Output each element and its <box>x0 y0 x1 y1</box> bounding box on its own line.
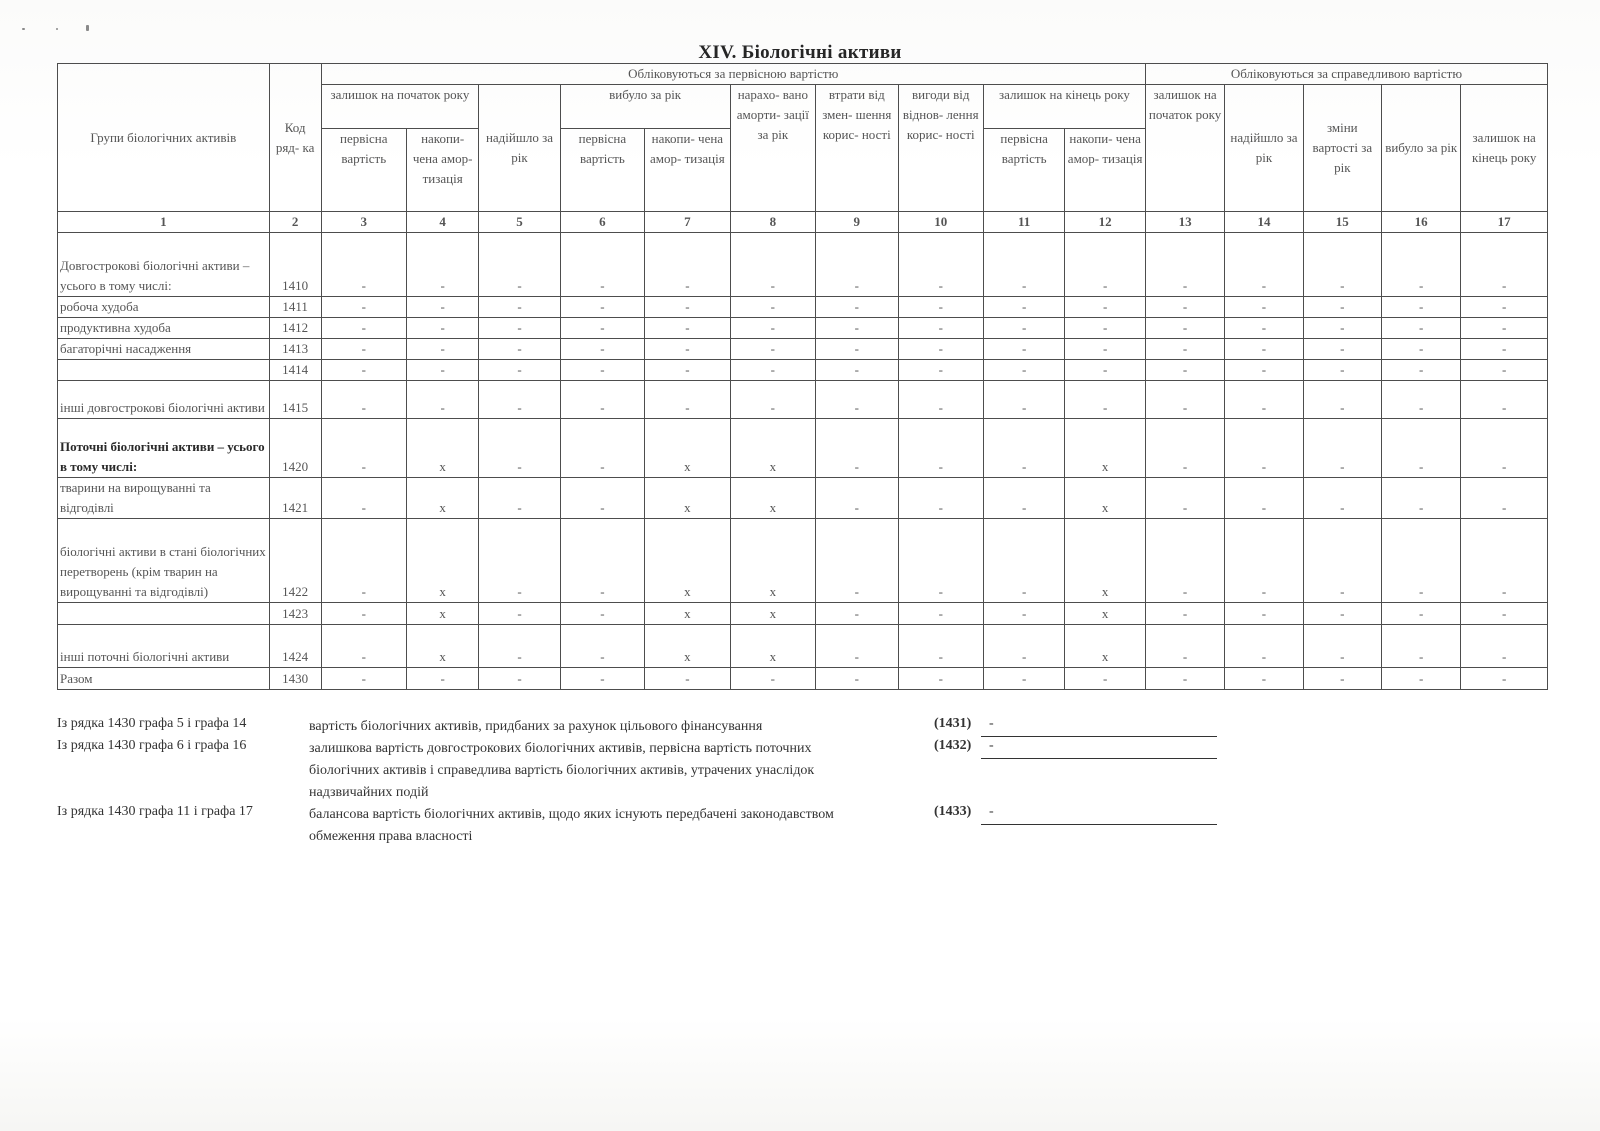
cell-value: - <box>479 668 560 690</box>
header-initial-cost: первісна вартість <box>560 129 644 212</box>
header-fair-value-section: Обліковуються за справедливою вартістю <box>1145 64 1547 85</box>
cell-value: - <box>1461 360 1548 381</box>
cell-value: x <box>1065 603 1146 625</box>
row-name: тварини на вирощуванні та відгодівлі <box>58 478 270 519</box>
cell-value: - <box>816 339 898 360</box>
column-number: 12 <box>1065 212 1146 233</box>
cell-value: - <box>407 668 479 690</box>
cell-value: - <box>645 318 730 339</box>
header-balance-start: залишок на початок року <box>321 85 479 129</box>
header-fv-disposed: вибуло за рік <box>1381 85 1460 212</box>
footnote-ref: Із рядка 1430 графа 11 і графа 17 <box>57 804 253 819</box>
cell-value: - <box>816 519 898 603</box>
cell-value: - <box>1145 603 1224 625</box>
cell-value: - <box>1381 519 1460 603</box>
header-balance-end: залишок на кінець року <box>983 85 1145 129</box>
cell-value: - <box>1225 478 1303 519</box>
cell-value: - <box>1461 668 1548 690</box>
table-row <box>58 318 1548 339</box>
column-number: 2 <box>269 212 321 233</box>
cell-value: - <box>1065 318 1146 339</box>
cell-value: - <box>560 360 644 381</box>
table-row <box>58 381 1548 419</box>
cell-value: - <box>1145 668 1224 690</box>
cell-value: - <box>560 668 644 690</box>
cell-value: - <box>1225 381 1303 419</box>
cell-value: x <box>407 519 479 603</box>
row-name: продуктивна худоба <box>58 318 270 339</box>
cell-value: - <box>479 603 560 625</box>
cell-value: - <box>1303 339 1381 360</box>
cell-value: - <box>983 339 1064 360</box>
row-code: 1421 <box>269 478 321 519</box>
cell-value: - <box>898 625 983 668</box>
cell-value: - <box>816 419 898 478</box>
cell-value: x <box>645 603 730 625</box>
cell-value: - <box>1065 360 1146 381</box>
cell-value: - <box>1225 360 1303 381</box>
footnote-line <box>57 738 1257 804</box>
cell-value: - <box>1303 381 1381 419</box>
header-groups: Групи біологічних активів <box>58 64 270 212</box>
cell-value: - <box>1145 318 1224 339</box>
cell-value: - <box>1225 668 1303 690</box>
row-name: інші поточні біологічні активи <box>58 625 270 668</box>
cell-value: - <box>816 233 898 297</box>
cell-value: - <box>816 318 898 339</box>
cell-value: - <box>1145 339 1224 360</box>
footnote-ref: Із рядка 1430 графа 5 і графа 14 <box>57 716 247 731</box>
header-disposed: вибуло за рік <box>560 85 730 129</box>
cell-value: - <box>898 668 983 690</box>
cell-value: - <box>1225 519 1303 603</box>
cell-value: - <box>1303 297 1381 318</box>
cell-value: - <box>983 603 1064 625</box>
column-number: 1 <box>58 212 270 233</box>
cell-value: - <box>1303 478 1381 519</box>
row-name: інші довгострокові біологічні активи <box>58 381 270 419</box>
column-number: 6 <box>560 212 644 233</box>
cell-value: x <box>645 519 730 603</box>
row-code: 1410 <box>269 233 321 297</box>
row-name: Довгострокові біологічні активи – усього в тому числі: <box>58 233 270 297</box>
cell-value: - <box>321 519 406 603</box>
cell-value: - <box>1145 478 1224 519</box>
cell-value: - <box>560 478 644 519</box>
cell-value: - <box>1381 478 1460 519</box>
cell-value: - <box>730 668 815 690</box>
cell-value: - <box>1225 419 1303 478</box>
cell-value: x <box>730 603 815 625</box>
row-name: Поточні біологічні активи – усього в тому числі: <box>58 419 270 478</box>
cell-value: - <box>407 360 479 381</box>
cell-value: - <box>321 478 406 519</box>
cell-value: - <box>898 233 983 297</box>
header-code: Код ряд- ка <box>269 64 321 212</box>
row-code: 1430 <box>269 668 321 690</box>
row-name: Разом <box>58 668 270 690</box>
footnote-value: - <box>981 804 1217 825</box>
column-number: 17 <box>1461 212 1548 233</box>
header-impairment-gain: вигоди від віднов- лення корис- ності <box>898 85 983 212</box>
cell-value: - <box>645 339 730 360</box>
cell-value: - <box>1225 625 1303 668</box>
row-code: 1422 <box>269 519 321 603</box>
cell-value: - <box>321 603 406 625</box>
cell-value: - <box>1381 625 1460 668</box>
cell-value: - <box>560 339 644 360</box>
cell-value: - <box>560 603 644 625</box>
cell-value: - <box>321 297 406 318</box>
cell-value: - <box>1461 318 1548 339</box>
cell-value: - <box>1381 668 1460 690</box>
cell-value: - <box>983 297 1064 318</box>
column-number: 16 <box>1381 212 1460 233</box>
row-code: 1412 <box>269 318 321 339</box>
table-row <box>58 668 1548 690</box>
cell-value: - <box>1381 339 1460 360</box>
header-accum-depr: накопи- чена амор- тизація <box>1065 129 1146 212</box>
cell-value: - <box>1303 603 1381 625</box>
column-number: 3 <box>321 212 406 233</box>
cell-value: x <box>730 519 815 603</box>
cell-value: - <box>645 360 730 381</box>
cell-value: - <box>321 381 406 419</box>
cell-value: - <box>560 233 644 297</box>
cell-value: x <box>730 625 815 668</box>
cell-value: - <box>1145 625 1224 668</box>
cell-value: x <box>645 419 730 478</box>
cell-value: - <box>898 339 983 360</box>
footnote-description: вартість біологічних активів, придбаних за рахунок цільового фінансування <box>309 719 763 734</box>
cell-value: - <box>1145 360 1224 381</box>
cell-value: - <box>645 233 730 297</box>
header-fv-changes: зміни вартості за рік <box>1303 85 1381 212</box>
cell-value: - <box>1461 419 1548 478</box>
cell-value: - <box>983 668 1064 690</box>
cell-value: - <box>1461 381 1548 419</box>
row-code: 1423 <box>269 603 321 625</box>
header-fv-balance-end: залишок на кінець року <box>1461 85 1548 212</box>
footnote-line <box>57 804 1257 848</box>
cell-value: - <box>1225 318 1303 339</box>
cell-value: - <box>816 625 898 668</box>
column-number: 5 <box>479 212 560 233</box>
scan-speck <box>56 28 58 30</box>
table-row <box>58 360 1548 381</box>
cell-value: - <box>321 668 406 690</box>
cell-value: - <box>407 233 479 297</box>
cell-value: - <box>479 339 560 360</box>
header-impairment-loss: втрати від змен- шення корис- ності <box>816 85 898 212</box>
cell-value: x <box>407 419 479 478</box>
cell-value: - <box>1303 519 1381 603</box>
footnote-code: (1431) <box>934 716 972 731</box>
column-number-row <box>58 212 1548 233</box>
cell-value: - <box>1225 233 1303 297</box>
cell-value: - <box>1461 233 1548 297</box>
cell-value: - <box>983 318 1064 339</box>
footnote-description: балансова вартість біологічних активів, щодо яких існують передбачені законодавством обмеження права власності <box>309 807 834 844</box>
cell-value: x <box>1065 478 1146 519</box>
cell-value: - <box>1225 603 1303 625</box>
cell-value: - <box>1225 297 1303 318</box>
cell-value: - <box>1381 603 1460 625</box>
cell-value: - <box>321 419 406 478</box>
cell-value: x <box>407 478 479 519</box>
cell-value: - <box>1065 233 1146 297</box>
cell-value: - <box>1303 419 1381 478</box>
cell-value: - <box>730 318 815 339</box>
header-accum-depr: накопи- чена амор- тизація <box>407 129 479 212</box>
footnote-code: (1432) <box>934 738 972 753</box>
cell-value: - <box>898 478 983 519</box>
cell-value: - <box>1065 381 1146 419</box>
header-accum-depr: накопи- чена амор- тизація <box>645 129 730 212</box>
cell-value: - <box>407 381 479 419</box>
cell-value: - <box>1145 419 1224 478</box>
column-number: 14 <box>1225 212 1303 233</box>
cell-value: - <box>983 233 1064 297</box>
footnote-value: - <box>981 738 1217 759</box>
cell-value: - <box>645 297 730 318</box>
cell-value: - <box>1303 360 1381 381</box>
cell-value: - <box>1461 519 1548 603</box>
cell-value: - <box>983 519 1064 603</box>
cell-value: - <box>479 381 560 419</box>
cell-value: - <box>816 381 898 419</box>
table-row <box>58 419 1548 478</box>
cell-value: - <box>983 625 1064 668</box>
table-row <box>58 339 1548 360</box>
cell-value: - <box>1065 668 1146 690</box>
table-row <box>58 478 1548 519</box>
cell-value: - <box>560 318 644 339</box>
cell-value: - <box>321 339 406 360</box>
cell-value: - <box>816 668 898 690</box>
table-row <box>58 297 1548 318</box>
row-name <box>58 360 270 381</box>
footnote-code: (1433) <box>934 804 972 819</box>
cell-value: - <box>1461 603 1548 625</box>
header-arrived: надійшло за рік <box>479 85 560 212</box>
cell-value: - <box>730 381 815 419</box>
row-name: багаторічні насадження <box>58 339 270 360</box>
row-code: 1414 <box>269 360 321 381</box>
footnote-line <box>57 716 1257 738</box>
cell-value: - <box>560 625 644 668</box>
row-code: 1420 <box>269 419 321 478</box>
cell-value: - <box>1145 297 1224 318</box>
cell-value: - <box>479 318 560 339</box>
cell-value: - <box>321 360 406 381</box>
cell-value: - <box>1381 318 1460 339</box>
table-row <box>58 625 1548 668</box>
cell-value: - <box>1461 339 1548 360</box>
cell-value: - <box>1461 478 1548 519</box>
cell-value: - <box>983 478 1064 519</box>
cell-value: - <box>479 360 560 381</box>
cell-value: - <box>898 603 983 625</box>
cell-value: - <box>816 360 898 381</box>
table-row <box>58 519 1548 603</box>
column-number: 4 <box>407 212 479 233</box>
cell-value: - <box>1303 625 1381 668</box>
column-number: 11 <box>983 212 1064 233</box>
cell-value: - <box>983 419 1064 478</box>
cell-value: x <box>645 625 730 668</box>
row-name: біологічні активи в стані біологічних перетворень (крім тварин на вирощуванні та відгодівлі) <box>58 519 270 603</box>
cell-value: - <box>560 297 644 318</box>
cell-value: - <box>1303 233 1381 297</box>
column-number: 7 <box>645 212 730 233</box>
table-row <box>58 233 1548 297</box>
cell-value: - <box>1303 318 1381 339</box>
cell-value: - <box>321 625 406 668</box>
footnotes <box>57 716 1257 848</box>
cell-value: - <box>645 381 730 419</box>
cell-value: x <box>730 419 815 478</box>
cell-value: - <box>730 233 815 297</box>
cell-value: - <box>1381 297 1460 318</box>
header-initial-cost: первісна вартість <box>983 129 1064 212</box>
header-initial-cost: первісна вартість <box>321 129 406 212</box>
cell-value: - <box>1461 297 1548 318</box>
cell-value: - <box>479 233 560 297</box>
cell-value: - <box>560 419 644 478</box>
cell-value: - <box>816 297 898 318</box>
cell-value: - <box>816 603 898 625</box>
cell-value: - <box>1381 419 1460 478</box>
cell-value: - <box>730 339 815 360</box>
cell-value: - <box>479 419 560 478</box>
scan-speck <box>22 28 25 30</box>
cell-value: - <box>479 519 560 603</box>
cell-value: - <box>407 339 479 360</box>
cell-value: - <box>560 381 644 419</box>
cell-value: - <box>898 519 983 603</box>
cell-value: - <box>983 381 1064 419</box>
cell-value: - <box>645 668 730 690</box>
row-code: 1424 <box>269 625 321 668</box>
cell-value: x <box>1065 419 1146 478</box>
cell-value: x <box>407 603 479 625</box>
cell-value: - <box>1461 625 1548 668</box>
cell-value: - <box>898 381 983 419</box>
row-code: 1415 <box>269 381 321 419</box>
cell-value: - <box>1145 519 1224 603</box>
footnote-value: - <box>981 716 1217 737</box>
cell-value: - <box>479 625 560 668</box>
cell-value: - <box>479 478 560 519</box>
header-fv-balance-start: залишок на початок року <box>1145 85 1224 212</box>
row-name: робоча худоба <box>58 297 270 318</box>
cell-value: - <box>407 297 479 318</box>
cell-value: x <box>645 478 730 519</box>
header-fv-arrived: надійшло за рік <box>1225 85 1303 212</box>
footnote-ref: Із рядка 1430 графа 6 і графа 16 <box>57 738 247 753</box>
biological-assets-table <box>57 63 1548 690</box>
column-number: 8 <box>730 212 815 233</box>
cell-value: - <box>898 419 983 478</box>
row-name <box>58 603 270 625</box>
header-depreciation: нарахо- вано аморти- зації за рік <box>730 85 815 212</box>
column-number: 9 <box>816 212 898 233</box>
cell-value: - <box>898 318 983 339</box>
table-row <box>58 603 1548 625</box>
cell-value: - <box>1225 339 1303 360</box>
cell-value: - <box>730 297 815 318</box>
cell-value: - <box>1065 339 1146 360</box>
page-title: XIV. Біологічні активи <box>698 42 902 63</box>
cell-value: - <box>1145 233 1224 297</box>
scan-speck <box>86 25 89 31</box>
cell-value: - <box>816 478 898 519</box>
cell-value: - <box>321 318 406 339</box>
cell-value: - <box>898 297 983 318</box>
cell-value: - <box>560 519 644 603</box>
footnote-description: залишкова вартість довгострокових біологічних активів, первісна вартість поточних біологічних активів і справедлива вартість біологічних активів, утрачених унаслідок надзвичайних подій <box>309 741 815 800</box>
column-number: 15 <box>1303 212 1381 233</box>
column-number: 10 <box>898 212 983 233</box>
cell-value: - <box>983 360 1064 381</box>
cell-value: - <box>1145 381 1224 419</box>
cell-value: - <box>407 318 479 339</box>
cell-value: - <box>1065 297 1146 318</box>
header-initial-cost-section: Обліковуються за первісною вартістю <box>321 64 1145 85</box>
cell-value: x <box>1065 519 1146 603</box>
cell-value: x <box>1065 625 1146 668</box>
cell-value: x <box>730 478 815 519</box>
row-code: 1413 <box>269 339 321 360</box>
cell-value: - <box>1381 233 1460 297</box>
cell-value: - <box>321 233 406 297</box>
cell-value: - <box>730 360 815 381</box>
column-number: 13 <box>1145 212 1224 233</box>
row-code: 1411 <box>269 297 321 318</box>
cell-value: - <box>1303 668 1381 690</box>
cell-value: - <box>1381 360 1460 381</box>
cell-value: x <box>407 625 479 668</box>
cell-value: - <box>479 297 560 318</box>
cell-value: - <box>898 360 983 381</box>
cell-value: - <box>1381 381 1460 419</box>
